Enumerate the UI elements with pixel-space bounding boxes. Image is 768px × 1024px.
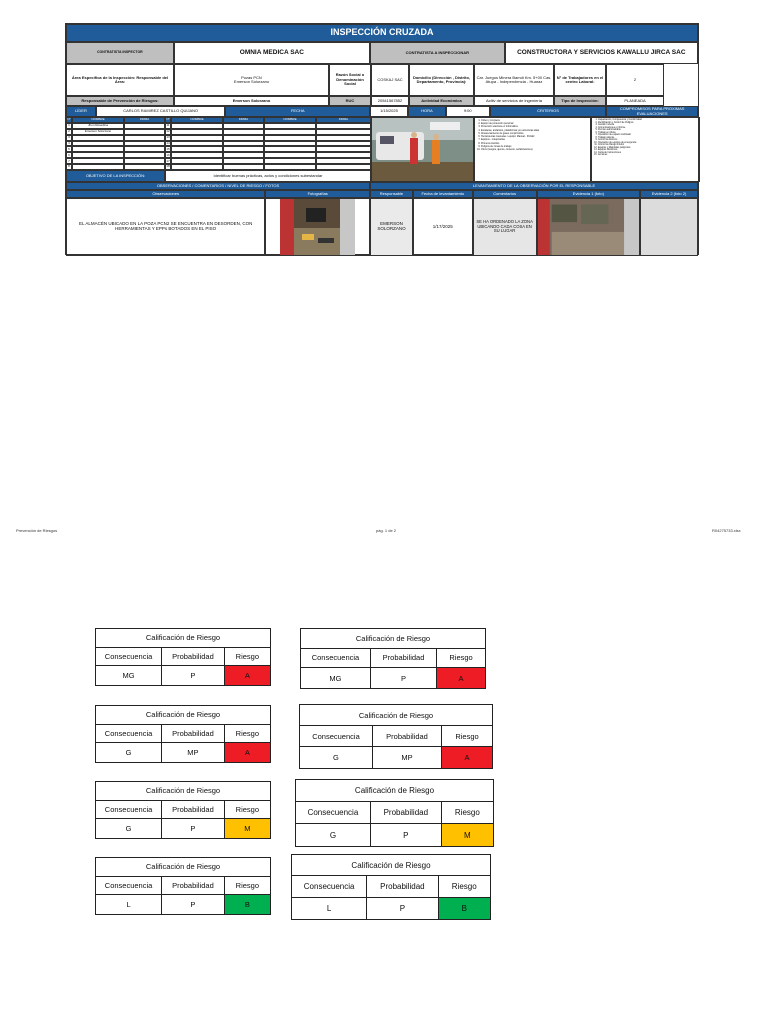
criterio-item: 4. Escaleras, andamios, plataformas y/o estructuras altas (481, 129, 589, 132)
risk-value-riesgo: B (439, 898, 490, 919)
risk-header-riesgo: Riesgo (225, 801, 270, 820)
team-cell: 15 (166, 146, 170, 151)
risk-rating-table (299, 704, 493, 769)
obs-section-headers (66, 182, 698, 190)
responsable-row (66, 96, 698, 106)
risk-table-title: Calificación de Riesgo (296, 780, 493, 802)
inspection-sheet (65, 23, 699, 255)
risk-header-probabilidad: Probabilidad (162, 648, 225, 667)
lider-value: CARLOS RAMIREZ CASTILLO QUIJANO (96, 106, 226, 117)
risk-value-probabilidad: P (371, 824, 442, 846)
criterios-list (474, 117, 591, 182)
team-cell: 11 (166, 123, 170, 128)
compromiso-item: 4. Comunicaciones e Informe (598, 127, 698, 130)
criterio-item: 5. Almacenamiento de gases comprimidos (481, 132, 589, 135)
tipo-value: PLANEADA (606, 96, 664, 106)
criterio-item: 7. Equipos - maquinarias (481, 138, 589, 141)
site-photo-image (372, 118, 474, 182)
obs-evidence-cell (537, 198, 641, 256)
obs-header-fecha: Fecha de levantamiento (413, 190, 473, 198)
contratista-inspeccionar-label: CONTRATISTA A INSPECCIONAR (370, 42, 505, 64)
risk-header-probabilidad: Probabilidad (371, 649, 437, 669)
team-cell: 5 (66, 146, 72, 152)
responsable-value: Emerson Solorzano (174, 96, 329, 106)
team-header: FIRMA (124, 117, 165, 123)
area-value: Pozas PCN Emerson Solorzano (174, 64, 329, 96)
objetivo-value: Identificar buenas prácticas, actos y condiciones subestandar (165, 170, 371, 182)
risk-header-probabilidad: Probabilidad (373, 726, 442, 747)
risk-value-consecuencia: MG (96, 666, 162, 685)
risk-table-title: Calificación de Riesgo (96, 782, 270, 801)
risk-header-consecuencia: Consecuencia (300, 726, 373, 747)
risk-rating-table (95, 781, 271, 839)
risk-header-riesgo: Riesgo (437, 649, 485, 669)
team-header: NOMBRE (264, 117, 316, 123)
obs-photo-cell (265, 198, 370, 256)
compromiso-item: 9. Control de Entorno (598, 139, 698, 142)
sheet-title: INSPECCIÓN CRUZADA (66, 24, 698, 42)
risk-value-consecuencia: G (96, 819, 162, 838)
risk-table-title: Calificación de Riesgo (292, 855, 490, 876)
criterio-item: 6. Herramientas manuales / equipo: Manual - Portátil (481, 135, 589, 138)
risk-rating-table (95, 857, 271, 915)
criterio-item: 3. Protección eléctrica en Informática (481, 125, 589, 128)
obs-header-fotografias: Fotografías (265, 190, 370, 198)
domicilio-value: Car. Juegos Minera Bamdi Km. 5+00 Cas. Atupa - Independencia - Huaraz (474, 64, 554, 96)
risk-header-riesgo: Riesgo (442, 802, 493, 824)
risk-value-consecuencia: G (96, 743, 162, 762)
actividad-label: Actividad Económica (409, 96, 474, 106)
compromiso-item: 8. Trabajo caliente (598, 137, 698, 140)
risk-rating-table (300, 628, 486, 689)
compromiso-item: 2. Identificación y Control de Peligros (598, 122, 698, 125)
criterio-item: 10. Otros (riesgos, ajenos, contexto, señalizaciones) (481, 148, 589, 151)
site-photo (371, 117, 474, 182)
compromiso-item: 7. Operación de espacio confinado (598, 134, 698, 137)
criterios-label: CRITERIOS (490, 106, 607, 117)
area-label: Área Específica de la Inspección: Responsable del Área: (66, 64, 174, 96)
obs-comentario: SE HA ORDENADO LA ZONA UBICANDO CADA COSA EN SU LUGAR (473, 198, 537, 256)
risk-value-riesgo: A (442, 747, 492, 768)
team-header: FIRMA (223, 117, 264, 123)
risk-header-probabilidad: Probabilidad (162, 801, 225, 820)
criterio-item: 1. Orden y Limpieza (481, 119, 589, 122)
team-cell: Jhon Rosedina (72, 123, 124, 129)
criterio-item: 8. Primeros Auxilios (481, 142, 589, 145)
obs-evidence-2-cell (640, 198, 698, 256)
risk-value-riesgo: A (225, 743, 270, 762)
risk-header-riesgo: Riesgo (439, 876, 490, 897)
compromiso-item: 1. Capacitación, Competencia y Conformidad (598, 119, 698, 122)
trabajadores-label: N° de Trabajadores en el centro Laboral: (554, 64, 606, 96)
risk-value-probabilidad: P (367, 898, 438, 919)
compromiso-item: 5. Permiso administrable (598, 129, 698, 132)
risk-value-riesgo: M (442, 824, 493, 846)
risk-rating-table (95, 705, 271, 763)
objetivo-row (66, 170, 371, 182)
risk-value-riesgo: B (225, 895, 270, 914)
risk-table-title: Calificación de Riesgo (96, 858, 270, 877)
compromisos-label: COMPROMISOS PARA PRÓXIMAS EVALUACIONES (606, 106, 698, 117)
sheet-title-bar (66, 24, 698, 42)
criterio-item: 2. Equipo de protección personal (481, 122, 589, 125)
risk-header-probabilidad: Probabilidad (162, 877, 225, 896)
actividad-value: Actiiv de servicios de ingeniería (474, 96, 554, 106)
razon-social-value: COSKAJ SAC (371, 64, 409, 96)
area-row (66, 64, 698, 96)
team-grid (66, 117, 371, 170)
team-header: N° (67, 117, 71, 122)
risk-header-probabilidad: Probabilidad (367, 876, 438, 897)
team-header: NOMBRE (72, 117, 124, 123)
razon-social-label: Razón Social o Denominación Social (329, 64, 371, 96)
footer-page-number: pág. 1 de 2 (376, 528, 397, 533)
obs-column-headers (66, 190, 698, 198)
hora-label: HORA (408, 106, 446, 117)
risk-header-consecuencia: Consecuencia (296, 802, 371, 824)
team-cell: 8 (66, 164, 72, 170)
team-cell: 18 (166, 164, 170, 169)
ruc-value: 20541567852 (371, 96, 409, 106)
risk-value-consecuencia: MG (301, 668, 371, 688)
criterio-item: 9. Peligros de zonas de trabajo (481, 145, 589, 148)
levantamiento-label: LEVANTAMIENTO DE LA OBSERVACIÓN POR EL RESPONSABLE (370, 182, 698, 190)
risk-value-probabilidad: P (371, 668, 437, 688)
team-cell: 7 (66, 158, 72, 164)
obs-header-evidencia-1: Evidencia 1 (foto) (537, 190, 641, 198)
risk-value-consecuencia: L (96, 895, 162, 914)
risk-value-consecuencia: L (292, 898, 367, 919)
risk-table-title: Calificación de Riesgo (301, 629, 485, 649)
risk-value-riesgo: M (225, 819, 270, 838)
obs-fecha: 1/17/2025 (413, 198, 473, 256)
obs-header-observaciones: Observaciones (66, 190, 265, 198)
obs-header-comentarios: Comentarios (473, 190, 537, 198)
risk-header-riesgo: Riesgo (225, 648, 270, 667)
compromiso-item: 15. Acciones (598, 154, 698, 157)
team-cell: 3 (66, 135, 72, 141)
risk-value-probabilidad: MP (162, 743, 225, 762)
risk-header-consecuencia: Consecuencia (96, 877, 162, 896)
team-header: NOMBRE (171, 117, 223, 123)
trabajadores-value: 2 (606, 64, 664, 96)
risk-header-consecuencia: Consecuencia (301, 649, 371, 669)
lider-label: LÍDER (66, 106, 96, 117)
risk-header-consecuencia: Consecuencia (96, 648, 162, 667)
team-cell: 2 (66, 129, 72, 135)
contratista-inspector-label: CONTRATISTA INSPECTOR (66, 42, 174, 64)
risk-header-riesgo: Riesgo (225, 725, 270, 744)
risk-rating-table (295, 779, 494, 847)
compromiso-item: 6. Trabajo en Altura (598, 132, 698, 135)
team-cell: 12 (166, 129, 170, 134)
compromiso-item: 3. Gestión Incierta (598, 124, 698, 127)
team-cell: 1 (66, 123, 72, 129)
risk-rating-table (291, 854, 491, 920)
contratista-inspeccionar-value: CONSTRUCTORA Y SERVICIOS KAWALLU JIRCA SAC (505, 42, 698, 64)
risk-value-consecuencia: G (296, 824, 371, 846)
domicilio-label: Domicilio (Dirección , Distrito, Departamento, Provincia): (409, 64, 474, 96)
compromiso-item: 14. Carta de Instrucciones (598, 152, 698, 155)
risk-header-consecuencia: Consecuencia (96, 801, 162, 820)
compromiso-item: 13. Equipos Distintivos (598, 149, 698, 152)
team-cell: 6 (66, 152, 72, 158)
risk-header-probabilidad: Probabilidad (371, 802, 442, 824)
risk-header-consecuencia: Consecuencia (292, 876, 367, 897)
hora-value: 9:00 (446, 106, 490, 117)
fecha-label: FECHA (225, 106, 370, 117)
objetivo-label: OBJETIVO DE LA INSPECCIÓN: (66, 170, 165, 182)
observaciones-label: OBSERVACIONES / COMENTARIOS / NIVEL DE RIESGO / FOTOS (66, 182, 370, 190)
team-cell: 16 (166, 152, 170, 157)
responsable-label: Responsable de Prevención de Riesgos: (66, 96, 174, 106)
risk-header-probabilidad: Probabilidad (162, 725, 225, 744)
obs-header-evidencia-2: Evidencia 2 (foto 2) (640, 190, 698, 198)
team-cell: 17 (166, 158, 170, 163)
risk-value-probabilidad: P (162, 819, 225, 838)
compromiso-item: 12. Equipos y Materiales peligrosos (598, 147, 698, 150)
compromiso-item: 10. Operación de equipos de emergencia (598, 142, 698, 145)
obs-evidence-photo (538, 198, 640, 256)
obs-text: EL ALMACÉN UBICADO EN LA POZA PCN2 SE ENCUENTRA EN DESORDEN, CON HERRAMIENTAS Y EPPs BOTADOS EN EL PISO (66, 198, 265, 256)
team-cell: 14 (166, 140, 170, 145)
footer-left: Prevención de Riesgos (16, 528, 58, 533)
compromisos-list (591, 117, 700, 182)
team-cell: 13 (166, 134, 170, 139)
risk-header-riesgo: Riesgo (225, 877, 270, 896)
risk-value-probabilidad: MP (373, 747, 442, 768)
risk-header-riesgo: Riesgo (442, 726, 492, 747)
risk-value-consecuencia: G (300, 747, 373, 768)
obs-row (66, 198, 698, 256)
risk-table-title: Calificación de Riesgo (300, 705, 492, 726)
risk-value-probabilidad: P (162, 895, 225, 914)
team-header: FIRMA (316, 117, 371, 123)
risk-rating-table (95, 628, 271, 686)
ruc-label: RUC (329, 96, 371, 106)
team-cell: 4 (66, 141, 72, 147)
footer-file-name: R04275733.xlsx (712, 528, 741, 533)
obs-header-responsable: Responsable (370, 190, 413, 198)
risk-header-consecuencia: Consecuencia (96, 725, 162, 744)
lider-row (66, 106, 698, 117)
risk-table-title: Calificación de Riesgo (96, 706, 270, 725)
risk-value-riesgo: A (225, 666, 270, 685)
tipo-label: Tipo de Inspección: (554, 96, 606, 106)
compromiso-item: 11. Control de Riesgo Inferior (598, 144, 698, 147)
obs-responsable: EMERSON SOLORZANO (370, 198, 413, 256)
fecha-value: 1/15/2025 (370, 106, 408, 117)
contratista-inspector-value: OMNIA MEDICA SAC (174, 42, 370, 64)
team-header: N° (166, 117, 170, 122)
team-cell: Emerson Solorzano (72, 129, 124, 135)
contratistas-row (66, 42, 698, 64)
risk-value-probabilidad: P (162, 666, 225, 685)
risk-value-riesgo: A (437, 668, 485, 688)
obs-photo (280, 198, 355, 256)
risk-table-title: Calificación de Riesgo (96, 629, 270, 648)
